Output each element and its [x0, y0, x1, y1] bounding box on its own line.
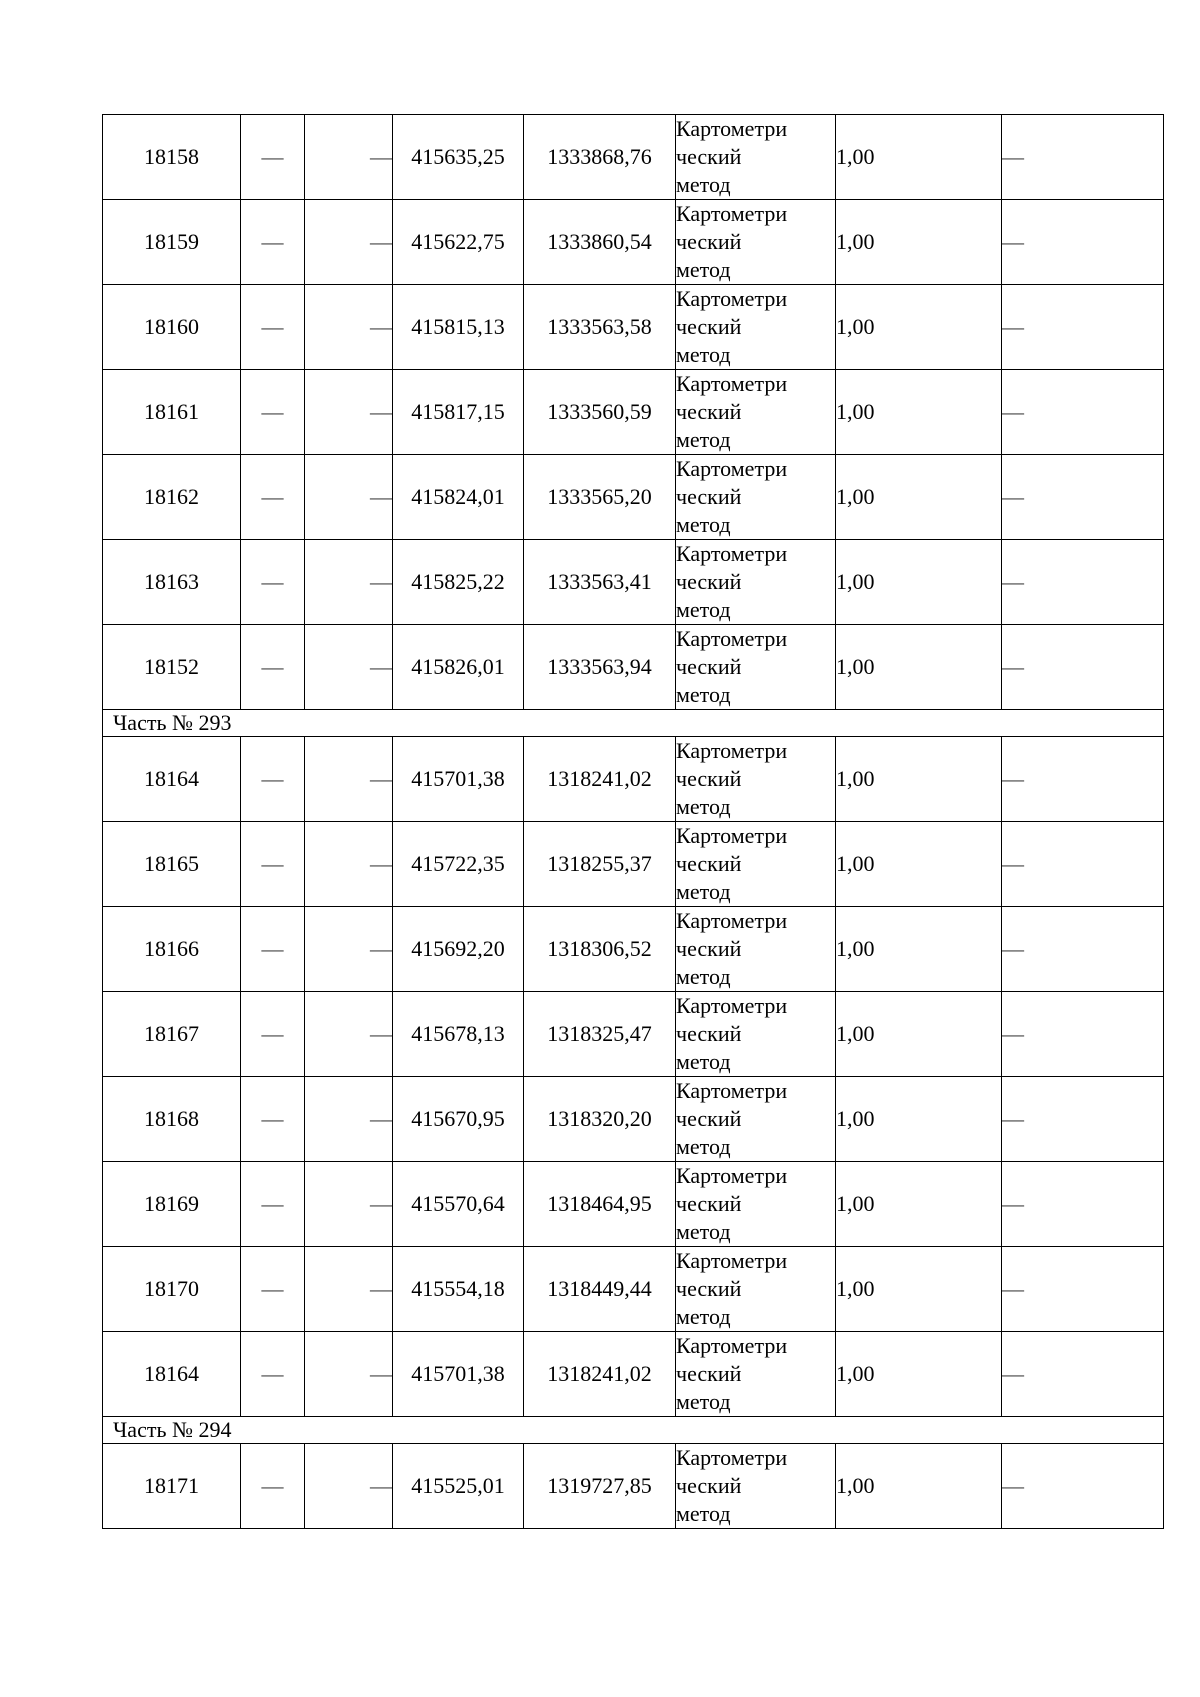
empty-value-cell: —: [1002, 1162, 1164, 1247]
point-number-cell: 18152: [103, 625, 241, 710]
method-cell: [676, 625, 836, 710]
empty-value-cell: —: [1002, 285, 1164, 370]
empty-value-cell: —: [305, 115, 393, 200]
x-coordinate-cell: 415701,38: [393, 737, 524, 822]
method-cell: [676, 540, 836, 625]
method-line: метод: [676, 1304, 731, 1329]
method-line: Картометри: [676, 1333, 788, 1358]
x-coordinate-cell: 415525,01: [393, 1444, 524, 1529]
accuracy-cell: 1,00: [836, 1247, 1002, 1332]
empty-value-cell: —: [241, 907, 305, 992]
empty-value-cell: —: [241, 992, 305, 1077]
method-line: метод: [676, 1389, 731, 1414]
accuracy-cell: 1,00: [836, 1444, 1002, 1529]
empty-value-cell: —: [305, 455, 393, 540]
point-number-cell: 18169: [103, 1162, 241, 1247]
point-number-cell: 18164: [103, 737, 241, 822]
x-coordinate-cell: 415570,64: [393, 1162, 524, 1247]
empty-value-cell: —: [305, 625, 393, 710]
accuracy-cell: 1,00: [836, 1077, 1002, 1162]
empty-value-cell: —: [241, 540, 305, 625]
empty-value-cell: —: [241, 1162, 305, 1247]
method-cell: [676, 737, 836, 822]
x-coordinate-cell: 415554,18: [393, 1247, 524, 1332]
method-line: ческий: [676, 1276, 742, 1301]
accuracy-cell: 1,00: [836, 625, 1002, 710]
x-coordinate-cell: 415701,38: [393, 1332, 524, 1417]
method-line: метод: [676, 964, 731, 989]
y-coordinate-cell: 1333563,41: [524, 540, 676, 625]
empty-value-cell: —: [241, 370, 305, 455]
y-coordinate-cell: 1318241,02: [524, 737, 676, 822]
empty-value-cell: —: [1002, 540, 1164, 625]
table-row: [103, 1332, 1164, 1417]
x-coordinate-cell: 415635,25: [393, 115, 524, 200]
point-number-cell: 18164: [103, 1332, 241, 1417]
method-line: Картометри: [676, 738, 788, 763]
x-coordinate-cell: 415824,01: [393, 455, 524, 540]
point-number-cell: 18170: [103, 1247, 241, 1332]
empty-value-cell: —: [241, 1077, 305, 1162]
empty-value-cell: —: [305, 200, 393, 285]
method-cell: [676, 822, 836, 907]
table-body: [103, 115, 1164, 1529]
method-line: Картометри: [676, 993, 788, 1018]
y-coordinate-cell: 1333563,58: [524, 285, 676, 370]
table-row: [103, 370, 1164, 455]
table-row: [103, 455, 1164, 540]
part-label: Часть № 294: [103, 1417, 1164, 1444]
method-line: Картометри: [676, 626, 788, 651]
method-line: ческий: [676, 229, 742, 254]
method-line: метод: [676, 342, 731, 367]
part-header-row: [103, 710, 1164, 737]
point-number-cell: 18167: [103, 992, 241, 1077]
empty-value-cell: —: [305, 992, 393, 1077]
part-header-row: [103, 1417, 1164, 1444]
method-line: Картометри: [676, 456, 788, 481]
point-number-cell: 18168: [103, 1077, 241, 1162]
point-number-cell: 18161: [103, 370, 241, 455]
method-line: Картометри: [676, 1445, 788, 1470]
method-cell: [676, 1332, 836, 1417]
method-line: Картометри: [676, 1248, 788, 1273]
coordinates-table: [102, 114, 1164, 1529]
accuracy-cell: 1,00: [836, 1332, 1002, 1417]
empty-value-cell: —: [1002, 1444, 1164, 1529]
method-cell: [676, 1077, 836, 1162]
table-row: [103, 1077, 1164, 1162]
method-line: ческий: [676, 654, 742, 679]
x-coordinate-cell: 415825,22: [393, 540, 524, 625]
y-coordinate-cell: 1318241,02: [524, 1332, 676, 1417]
table-row: [103, 625, 1164, 710]
method-line: ческий: [676, 766, 742, 791]
y-coordinate-cell: 1318306,52: [524, 907, 676, 992]
accuracy-cell: 1,00: [836, 115, 1002, 200]
method-line: метод: [676, 682, 731, 707]
accuracy-cell: 1,00: [836, 285, 1002, 370]
empty-value-cell: —: [241, 1444, 305, 1529]
accuracy-cell: 1,00: [836, 1162, 1002, 1247]
table-row: [103, 822, 1164, 907]
accuracy-cell: 1,00: [836, 992, 1002, 1077]
method-cell: [676, 455, 836, 540]
table-row: [103, 115, 1164, 200]
method-line: ческий: [676, 1473, 742, 1498]
method-cell: [676, 1162, 836, 1247]
method-line: метод: [676, 597, 731, 622]
table-row: [103, 1247, 1164, 1332]
method-line: метод: [676, 172, 731, 197]
y-coordinate-cell: 1333565,20: [524, 455, 676, 540]
empty-value-cell: —: [1002, 907, 1164, 992]
method-line: метод: [676, 1501, 731, 1526]
point-number-cell: 18171: [103, 1444, 241, 1529]
y-coordinate-cell: 1318255,37: [524, 822, 676, 907]
method-line: ческий: [676, 1191, 742, 1216]
coordinates-document: [102, 114, 1164, 1529]
accuracy-cell: 1,00: [836, 455, 1002, 540]
method-line: Картометри: [676, 201, 788, 226]
table-row: [103, 907, 1164, 992]
point-number-cell: 18159: [103, 200, 241, 285]
method-line: метод: [676, 879, 731, 904]
point-number-cell: 18160: [103, 285, 241, 370]
accuracy-cell: 1,00: [836, 540, 1002, 625]
x-coordinate-cell: 415826,01: [393, 625, 524, 710]
point-number-cell: 18162: [103, 455, 241, 540]
method-cell: [676, 370, 836, 455]
empty-value-cell: —: [305, 540, 393, 625]
y-coordinate-cell: 1319727,85: [524, 1444, 676, 1529]
y-coordinate-cell: 1318320,20: [524, 1077, 676, 1162]
empty-value-cell: —: [1002, 992, 1164, 1077]
y-coordinate-cell: 1318325,47: [524, 992, 676, 1077]
method-line: метод: [676, 512, 731, 537]
method-line: Картометри: [676, 1078, 788, 1103]
empty-value-cell: —: [305, 737, 393, 822]
empty-value-cell: —: [305, 370, 393, 455]
x-coordinate-cell: 415722,35: [393, 822, 524, 907]
part-label: Часть № 293: [103, 710, 1164, 737]
empty-value-cell: —: [241, 822, 305, 907]
method-line: ческий: [676, 1361, 742, 1386]
method-line: ческий: [676, 936, 742, 961]
accuracy-cell: 1,00: [836, 907, 1002, 992]
method-cell: [676, 1247, 836, 1332]
empty-value-cell: —: [305, 1444, 393, 1529]
y-coordinate-cell: 1333868,76: [524, 115, 676, 200]
method-line: ческий: [676, 314, 742, 339]
method-cell: [676, 200, 836, 285]
empty-value-cell: —: [305, 907, 393, 992]
method-line: метод: [676, 1219, 731, 1244]
method-line: ческий: [676, 1106, 742, 1131]
empty-value-cell: —: [241, 455, 305, 540]
method-cell: [676, 907, 836, 992]
method-line: ческий: [676, 569, 742, 594]
y-coordinate-cell: 1318464,95: [524, 1162, 676, 1247]
method-cell: [676, 1444, 836, 1529]
method-line: Картометри: [676, 286, 788, 311]
empty-value-cell: —: [1002, 625, 1164, 710]
method-cell: [676, 992, 836, 1077]
empty-value-cell: —: [241, 1332, 305, 1417]
y-coordinate-cell: 1333563,94: [524, 625, 676, 710]
accuracy-cell: 1,00: [836, 370, 1002, 455]
table-row: [103, 200, 1164, 285]
y-coordinate-cell: 1318449,44: [524, 1247, 676, 1332]
empty-value-cell: —: [241, 737, 305, 822]
y-coordinate-cell: 1333560,59: [524, 370, 676, 455]
table-row: [103, 285, 1164, 370]
empty-value-cell: —: [241, 200, 305, 285]
empty-value-cell: —: [305, 822, 393, 907]
method-line: ческий: [676, 399, 742, 424]
x-coordinate-cell: 415817,15: [393, 370, 524, 455]
empty-value-cell: —: [305, 1332, 393, 1417]
empty-value-cell: —: [1002, 822, 1164, 907]
method-line: метод: [676, 1049, 731, 1074]
point-number-cell: 18165: [103, 822, 241, 907]
method-line: ческий: [676, 144, 742, 169]
method-line: Картометри: [676, 1163, 788, 1188]
empty-value-cell: —: [305, 1247, 393, 1332]
empty-value-cell: —: [305, 1162, 393, 1247]
empty-value-cell: —: [241, 625, 305, 710]
method-cell: [676, 115, 836, 200]
x-coordinate-cell: 415622,75: [393, 200, 524, 285]
table-row: [103, 737, 1164, 822]
table-row: [103, 1162, 1164, 1247]
empty-value-cell: —: [1002, 1077, 1164, 1162]
point-number-cell: 18166: [103, 907, 241, 992]
empty-value-cell: —: [305, 285, 393, 370]
table-row: [103, 1444, 1164, 1529]
empty-value-cell: —: [1002, 200, 1164, 285]
empty-value-cell: —: [1002, 370, 1164, 455]
empty-value-cell: —: [1002, 737, 1164, 822]
method-line: Картометри: [676, 116, 788, 141]
method-line: метод: [676, 1134, 731, 1159]
empty-value-cell: —: [1002, 455, 1164, 540]
point-number-cell: 18163: [103, 540, 241, 625]
method-line: Картометри: [676, 908, 788, 933]
method-line: Картометри: [676, 371, 788, 396]
y-coordinate-cell: 1333860,54: [524, 200, 676, 285]
empty-value-cell: —: [1002, 115, 1164, 200]
accuracy-cell: 1,00: [836, 737, 1002, 822]
x-coordinate-cell: 415678,13: [393, 992, 524, 1077]
method-cell: [676, 285, 836, 370]
method-line: метод: [676, 794, 731, 819]
table-row: [103, 992, 1164, 1077]
empty-value-cell: —: [241, 115, 305, 200]
method-line: ческий: [676, 851, 742, 876]
x-coordinate-cell: 415670,95: [393, 1077, 524, 1162]
x-coordinate-cell: 415815,13: [393, 285, 524, 370]
method-line: Картометри: [676, 541, 788, 566]
accuracy-cell: 1,00: [836, 200, 1002, 285]
method-line: Картометри: [676, 823, 788, 848]
method-line: ческий: [676, 484, 742, 509]
method-line: метод: [676, 427, 731, 452]
method-line: ческий: [676, 1021, 742, 1046]
empty-value-cell: —: [241, 1247, 305, 1332]
empty-value-cell: —: [305, 1077, 393, 1162]
accuracy-cell: 1,00: [836, 822, 1002, 907]
table-row: [103, 540, 1164, 625]
empty-value-cell: —: [1002, 1332, 1164, 1417]
x-coordinate-cell: 415692,20: [393, 907, 524, 992]
empty-value-cell: —: [1002, 1247, 1164, 1332]
empty-value-cell: —: [241, 285, 305, 370]
method-line: метод: [676, 257, 731, 282]
point-number-cell: 18158: [103, 115, 241, 200]
